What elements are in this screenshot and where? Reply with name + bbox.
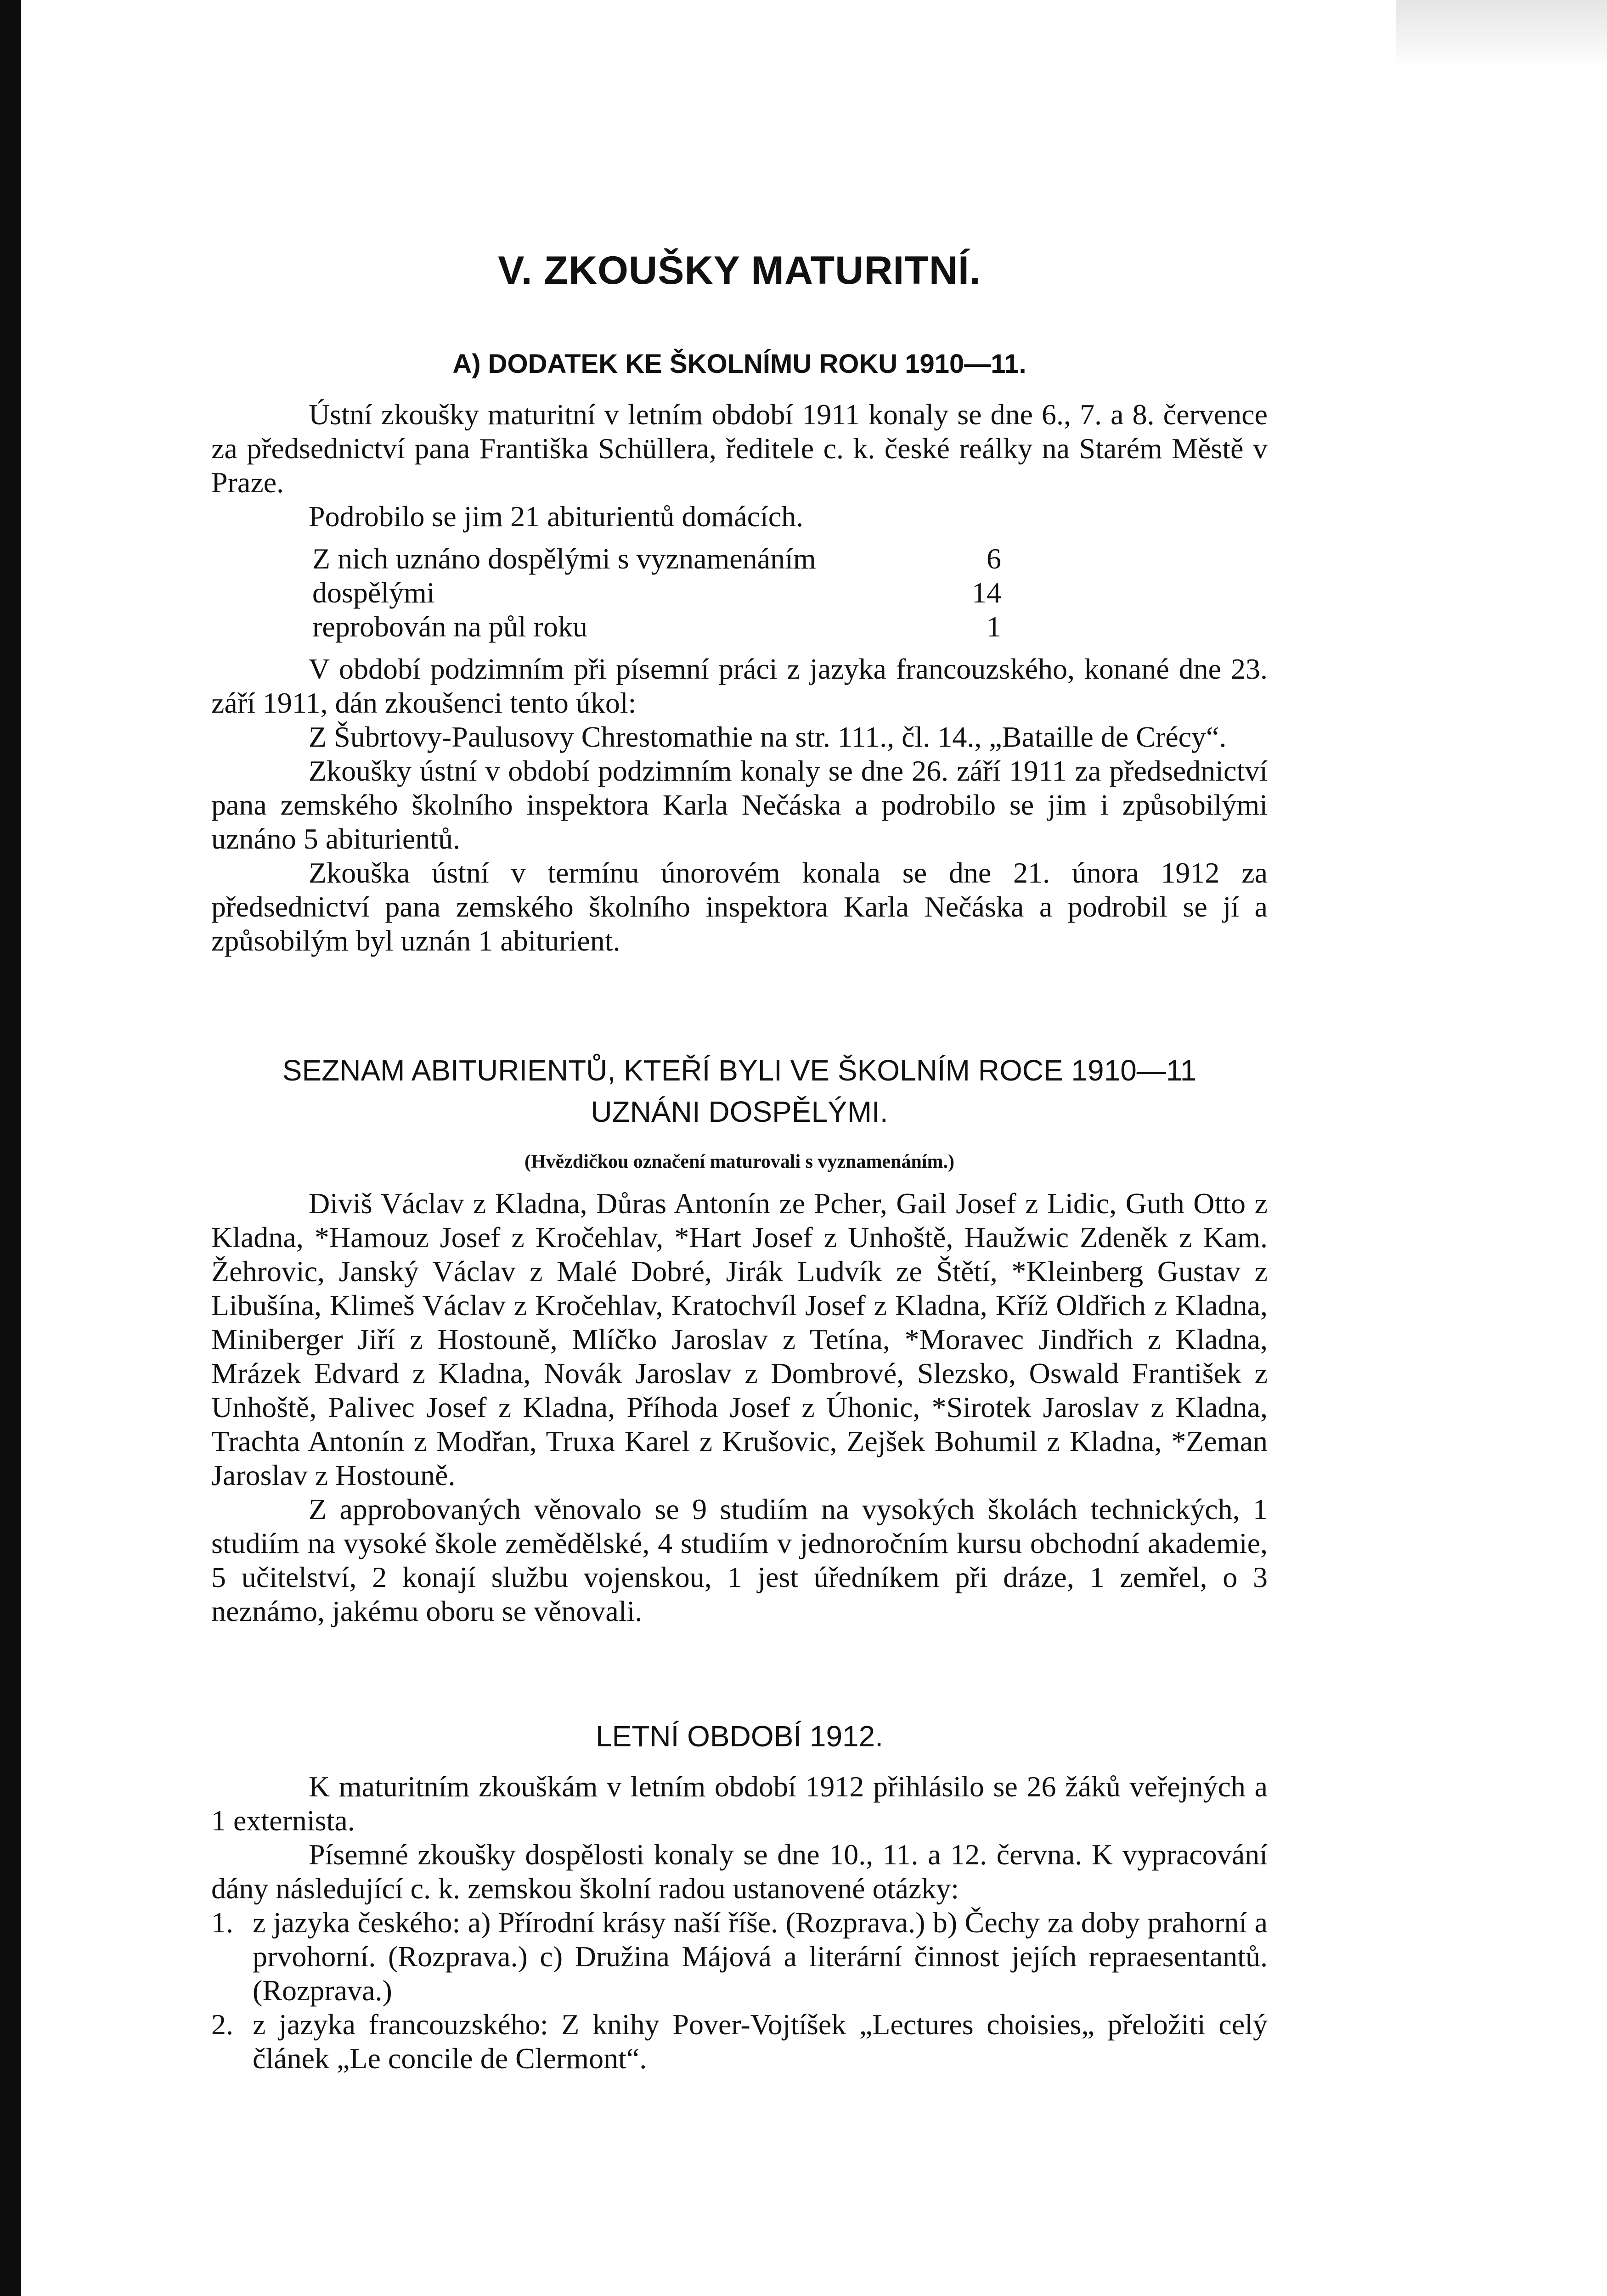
spacer bbox=[211, 1628, 1268, 1716]
question-number: 1. bbox=[211, 1906, 233, 1939]
count-label: Z nich uznáno dospělými s vyznamenáním bbox=[312, 542, 816, 575]
chapter-heading: V. ZKOUŠKY MATURITNÍ. bbox=[498, 248, 981, 293]
asterisk-note: (Hvězdičkou označení maturovali s vyznamenáním.) bbox=[524, 1151, 955, 1172]
count-label: dospělými bbox=[312, 576, 435, 609]
count-row bbox=[312, 542, 1001, 576]
count-value: 1 bbox=[987, 610, 1001, 643]
section-a-para2: Podrobilo se jim 21 abiturientů domácích. bbox=[309, 500, 804, 533]
results-counts bbox=[312, 542, 1268, 644]
section-a-para6: Zkouška ústní v termínu únorovém konala se dne 21. února 1912 za předsednictví pana zemského školního inspektora Karla Nečáska a podrobil se jí a způsobilým byl uznán 1 abiturient. bbox=[211, 856, 1268, 957]
list-title-line2: UZNÁNI DOSPĚLÝMI. bbox=[591, 1095, 888, 1128]
count-value: 6 bbox=[987, 542, 1001, 575]
question-item bbox=[211, 2008, 1268, 2076]
count-label: reprobován na půl roku bbox=[312, 610, 587, 643]
count-row bbox=[312, 576, 1001, 610]
graduates-list-section bbox=[211, 1050, 1268, 1628]
count-value: 14 bbox=[972, 576, 1001, 609]
question-number: 2. bbox=[211, 2008, 233, 2041]
section-a-title: A) DODATEK KE ŠKOLNÍMU ROKU 1910—11. bbox=[452, 349, 1026, 379]
graduates-careers: Z approbovaných věnovalo se 9 studiím na vysokých školách technických, 1 studiím na vysoké škole zemědělské, 4 studiím v jednoročním kursu obchodní akademie, 5 učitelství, 2 konají službu vojenskou, 1 jest úředníkem při dráze, 1 zemřel, o 3 neznámo, jakému oboru se věnovali. bbox=[211, 1493, 1268, 1627]
count-row bbox=[312, 610, 1001, 644]
question-text: z jazyka francouzského: Z knihy Pover-Vojtíšek „Lectures choisies„ přeložiti celý článek „Le concile de Clermont“. bbox=[253, 2008, 1268, 2075]
scan-shadow bbox=[1396, 0, 1607, 69]
summer-para2: Písemné zkoušky dospělosti konaly se dne 10., 11. a 12. června. K vypracování dány následující c. k. zemskou školní radou ustanovené otázky: bbox=[211, 1838, 1268, 1905]
summer-1912-section bbox=[211, 1716, 1268, 2076]
page-content bbox=[211, 248, 1268, 2076]
graduates-names: Diviš Václav z Kladna, Důras Antonín ze Pcher, Gail Josef z Lidic, Guth Otto z Kladna, *Hamouz Josef z Kročehlav, *Hart Josef z Unhoště, Haužwic Zdeněk z Kam. Žehrovic, Janský Václav z Malé Dobré, Jirák Ludvík ze Štětí, *Kleinberg Gustav z Libušína, Klimeš Václav z Kročehlav, Kratochvíl Josef z Kladna, Kříž Oldřich z Kladna, Miniberger Jiří z Hostouně, Mlíčko Jaroslav z Tetína, *Moravec Jindřich z Kladna, Mrázek Edvard z Kladna, Novák Jaroslav z Dombrové, Slezsko, Oswald František z Unhoště, Palivec Josef z Kladna, Příhoda Josef z Úhonic, *Sirotek Jaroslav z Kladna, Trachta Antonín z Modřan, Truxa Karel z Krušovic, Zejšek Bohumil z Kladna, *Zeman Jaroslav z Hostouně. bbox=[211, 1187, 1268, 1491]
spacer bbox=[211, 958, 1268, 1050]
scan-binding-edge bbox=[0, 0, 21, 2296]
summer-para1: K maturitním zkouškám v letním období 1912 přihlásilo se 26 žáků veřejných a 1 externista. bbox=[211, 1770, 1268, 1837]
section-a-para4: Z Šubrtovy-Paulusovy Chrestomathie na str. 111., čl. 14., „Bataille de Crécy“. bbox=[309, 720, 1227, 753]
section-a bbox=[211, 349, 1268, 958]
list-title-line1: SEZNAM ABITURIENTŮ, KTEŘÍ BYLI VE ŠKOLNÍM ROCE 1910—11 bbox=[282, 1054, 1197, 1087]
exam-questions bbox=[211, 1906, 1268, 2076]
section-a-para1: Ústní zkoušky maturitní v letním období 1911 konaly se dne 6., 7. a 8. července za předsednictví pana Františka Schüllera, ředitele c. k. české reálky na Starém Městě v Praze. bbox=[211, 398, 1268, 499]
question-item bbox=[211, 1906, 1268, 2008]
question-text: z jazyka českého: a) Přírodní krásy naší říše. (Rozprava.) b) Čechy za doby prahorní a prvohorní. (Rozprava.) c) Družina Májová a literární činnost jejích repraesentantů. (Rozprava.) bbox=[253, 1906, 1268, 2007]
summer-title: LETNÍ OBDOBÍ 1912. bbox=[595, 1720, 884, 1753]
section-a-para5: Zkoušky ústní v období podzimním konaly se dne 26. září 1911 za předsednictví pana zemského školního inspektora Karla Nečáska a podrobilo se jim i způsobilými uznáno 5 abiturientů. bbox=[211, 754, 1268, 855]
section-a-para3: V období podzimním při písemní práci z jazyka francouzského, konané dne 23. září 1911, dán zkoušenci tento úkol: bbox=[211, 653, 1268, 719]
